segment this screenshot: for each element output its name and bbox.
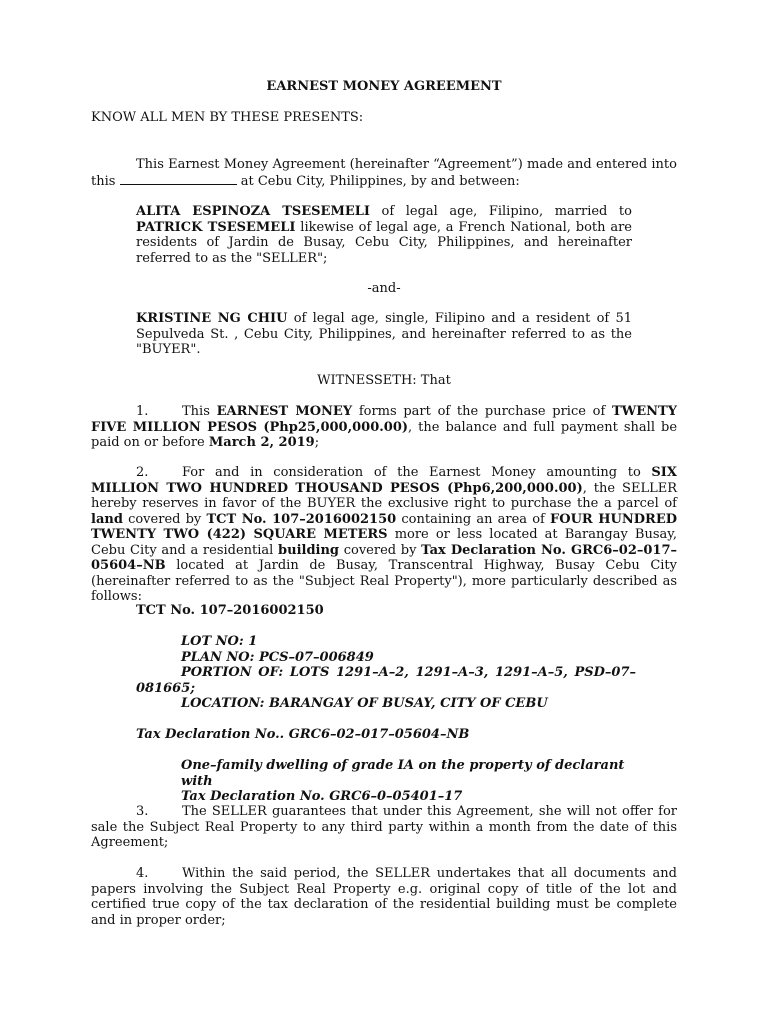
clause-2-text-k: covered by bbox=[343, 542, 417, 558]
know-all-line: KNOW ALL MEN BY THESE PRESENTS: bbox=[91, 110, 364, 125]
tct-heading: TCT No. 107–2016002150 bbox=[136, 603, 324, 618]
clause-1-text-e: , the balance and full payment shall be paid on or before bbox=[91, 419, 678, 450]
date-blank-line bbox=[120, 173, 237, 185]
clause-2-tax-declaration: Tax Declaration No. GRC6–02–017–05604–NB bbox=[91, 542, 677, 573]
seller-text-2: likewise of legal age, a French National, both are residents of Jardin de Busay, Cebu City, Philippines, and hereinafter referred to as the "SELLER"; bbox=[136, 219, 632, 266]
witnesseth-heading: WITNESSETH: That bbox=[317, 373, 451, 388]
clause-2-text-g: containing an area of bbox=[401, 511, 545, 527]
clause-2-area: FOUR HUNDRED TWENTY TWO (422) SQUARE METERS bbox=[91, 511, 678, 542]
dwelling-line-2: Tax Declaration No. GRC6–0–05401–17 bbox=[181, 789, 463, 804]
seller-paragraph bbox=[136, 204, 632, 266]
clause-2-text-m: located at Jardin de Busay, Transcentral Highway, Busay Cebu City (hereinafter referred to as the "Subject Real Property"), more particularly described as follows: bbox=[91, 558, 678, 604]
clause-3-number: 3. bbox=[136, 804, 149, 819]
clause-1-purchase-price: TWENTY FIVE MILLION PESOS (Php25,000,000.00) bbox=[91, 404, 677, 435]
clause-1-deadline: March 2, 2019 bbox=[208, 435, 315, 450]
intro-text-b: at Cebu City, Philippines, by and between: bbox=[240, 173, 520, 189]
clause-1-text-c: forms part of the purchase price of bbox=[358, 404, 606, 419]
clause-2-building: building bbox=[278, 542, 340, 558]
tax-declaration-line: Tax Declaration No.. GRC6–02–017–05604–NB bbox=[136, 727, 470, 742]
clause-4-text: Within the said period, the SELLER undertakes that all documents and papers involving the Subject Real Property e.g. original copy of title of the lot and certified true copy of the tax declaration of the residential building must be complete and in proper order; bbox=[91, 866, 677, 928]
clause-2-land: land bbox=[91, 511, 123, 527]
clause-3 bbox=[91, 804, 677, 851]
clause-2-text-e: covered by bbox=[128, 511, 202, 527]
buyer-text: of legal age, single, Filipino and a resident of 51 Sepulveda St. , Cebu City, Philippines, and hereinafter referred to as the "BUYER". bbox=[136, 311, 633, 357]
seller-text-1: of legal age, Filipino, married to bbox=[381, 204, 632, 219]
seller-name-1: ALITA ESPINOZA TSESEMELI bbox=[136, 204, 370, 219]
dwelling-description bbox=[136, 758, 636, 805]
and-separator: -and- bbox=[367, 281, 401, 296]
clause-1-text-a: This bbox=[182, 404, 210, 419]
clause-2-text-a: For and in consideration of the Earnest Money amounting to bbox=[182, 465, 641, 480]
intro-paragraph bbox=[91, 157, 677, 189]
clause-2-number: 2. bbox=[136, 465, 149, 480]
buyer-name: KRISTINE NG CHIU bbox=[136, 311, 288, 326]
intro-text-a: This Earnest Money Agreement (hereinafter “Agreement”) made and entered into this bbox=[91, 157, 677, 189]
lot-number: LOT NO: 1 bbox=[181, 634, 258, 649]
clause-2-tct: TCT No. 107–2016002150 bbox=[206, 511, 397, 527]
document-title: EARNEST MONEY AGREEMENT bbox=[266, 79, 502, 94]
clause-2 bbox=[91, 465, 677, 605]
clause-1-number: 1. bbox=[136, 404, 149, 419]
clause-4 bbox=[91, 866, 677, 928]
lot-details bbox=[136, 634, 636, 712]
clause-4-number: 4. bbox=[136, 866, 149, 881]
clause-3-text: The SELLER guarantees that under this Agreement, she will not offer for sale the Subject Real Property to any third party within a month from the date of this Agreement; bbox=[91, 804, 677, 850]
buyer-paragraph bbox=[136, 311, 632, 358]
plan-number: PLAN NO: PCS–07–006849 bbox=[181, 649, 374, 665]
lot-location: LOCATION: BARANGAY OF BUSAY, CITY OF CEBU bbox=[181, 696, 548, 711]
clause-2-text-i: more or less located at Barangay Busay, Cebu City and a residential bbox=[91, 527, 677, 558]
portion-of: PORTION OF: LOTS 1291–A–2, 1291–A–3, 1291–A–5, PSD–07–081665; bbox=[136, 665, 636, 696]
clause-1-earnest-money: EARNEST MONEY bbox=[216, 404, 353, 419]
dwelling-line-1: One–family dwelling of grade IA on the property of declarant with bbox=[181, 758, 625, 789]
clause-2-text-c: , the SELLER hereby reserves in favor of the BUYER the exclusive right to purchase the a parcel of bbox=[91, 480, 677, 511]
clause-1 bbox=[91, 404, 677, 451]
clause-1-text-g: ; bbox=[314, 435, 320, 450]
seller-name-2: PATRICK TSESEMELI bbox=[136, 219, 296, 235]
clause-2-earnest-amount: SIX MILLION TWO HUNDRED THOUSAND PESOS (Php6,200,000.00) bbox=[91, 465, 677, 496]
